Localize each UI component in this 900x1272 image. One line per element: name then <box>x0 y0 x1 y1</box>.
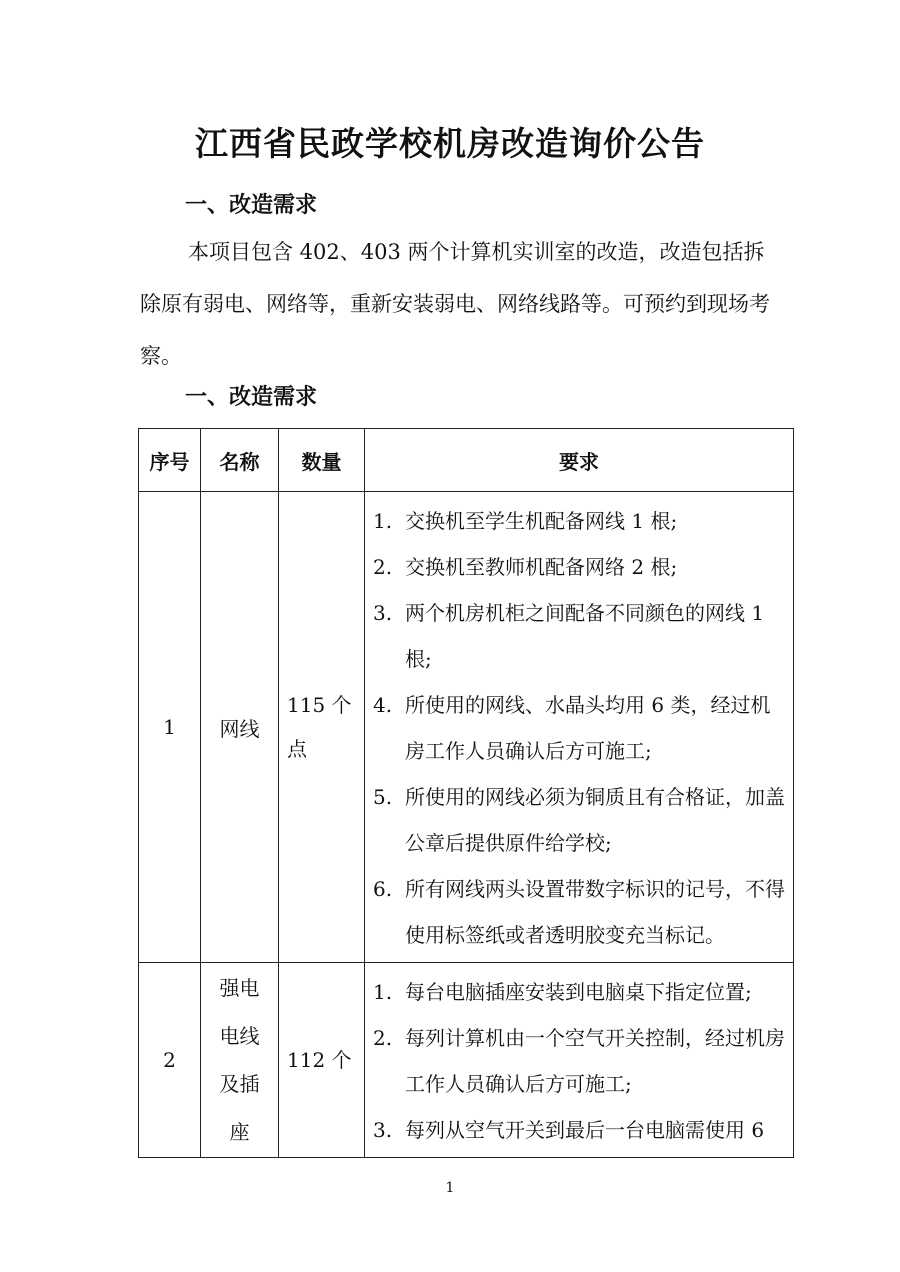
row-name: 强电电线及插座 <box>201 963 279 1158</box>
row-qty: 115 个点 <box>279 492 365 963</box>
row-requirements <box>365 492 794 963</box>
requirement-item: 3. 两个机房机柜之间配备不同颜色的网线 1 根; <box>373 601 765 671</box>
header-no: 序号 <box>139 429 201 492</box>
table-row <box>139 492 794 963</box>
header-name: 名称 <box>201 429 279 492</box>
row-no: 1 <box>139 492 201 963</box>
header-requirements: 要求 <box>365 429 794 492</box>
requirement-item: 5. 所使用的网线必须为铜质且有合格证，加盖公章后提供原件给学校; <box>373 785 785 855</box>
page-number: 1 <box>445 1180 455 1196</box>
requirement-item: 6. 所有网线两头设置带数字标识的记号，不得使用标签纸或者透明胶变充当标记。 <box>373 877 785 947</box>
requirement-item: 2. 交换机至教师机配备网络 2 根; <box>373 555 678 579</box>
header-qty: 数量 <box>279 429 365 492</box>
requirement-item: 3. 每列从空气开关到最后一台电脑需使用 6 <box>373 1118 765 1142</box>
table-header-row <box>139 429 794 492</box>
requirement-item: 1. 交换机至学生机配备网线 1 根; <box>373 509 678 533</box>
intro-paragraph: 本项目包含 402、403 两个计算机实训室的改造，改造包括拆除原有弱电、网络等，重新安装弱电、网络线路等。可预约到现场考察。 <box>140 240 770 368</box>
section-heading-1: 一、改造需求 <box>185 193 318 218</box>
requirement-item: 2. 每列计算机由一个空气开关控制，经过机房工作人员确认后方可施工; <box>373 1026 785 1096</box>
document-title: 江西省民政学校机房改造询价公告 <box>195 124 705 163</box>
requirements-table <box>138 428 794 1158</box>
row-no: 2 <box>139 963 201 1158</box>
row-qty: 112 个 <box>279 963 365 1158</box>
row-name: 网线 <box>201 492 279 963</box>
table-row <box>139 963 794 1158</box>
section-heading-2: 一、改造需求 <box>185 385 318 410</box>
requirement-item: 1. 每台电脑插座安装到电脑桌下指定位置; <box>373 980 752 1004</box>
row-requirements <box>365 963 794 1158</box>
requirement-item: 4. 所使用的网线、水晶头均用 6 类，经过机房工作人员确认后方可施工; <box>373 693 771 763</box>
